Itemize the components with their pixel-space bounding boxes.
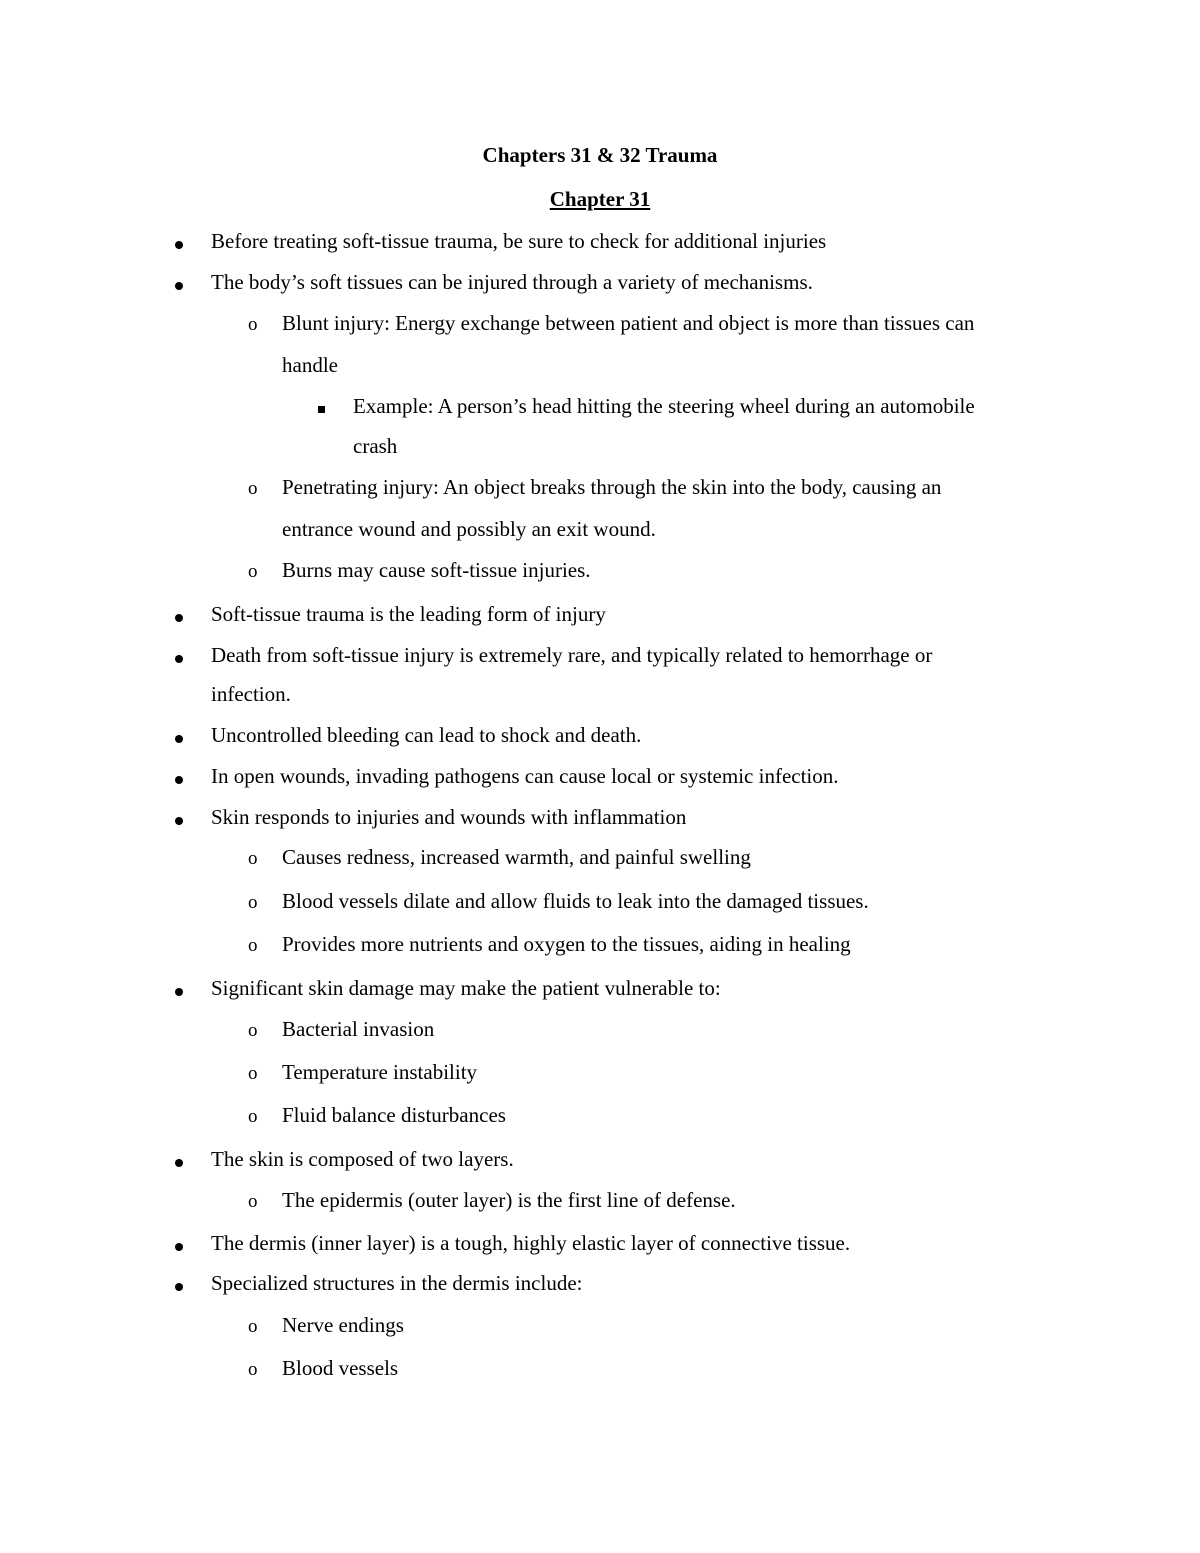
- list-item-text: Uncontrolled bleeding can lead to shock and death.: [211, 723, 642, 747]
- list-item-text: Penetrating injury: An object breaks through the skin into the body, causing an: [282, 475, 942, 499]
- bullet-circle-marker: o: [248, 1316, 258, 1337]
- list-item-continuation: entrance wound and possibly an exit wound.: [282, 517, 656, 541]
- list-item-text: Temperature instability: [282, 1060, 478, 1084]
- list-item-text: Example: A person’s head hitting the steering wheel during an automobile: [353, 394, 975, 418]
- chapter-heading: Chapter 31: [549, 187, 651, 211]
- list-item-text: Significant skin damage may make the patient vulnerable to:: [211, 976, 721, 1000]
- bullet-circle-marker: o: [248, 1063, 258, 1084]
- list-item-continuation: infection.: [211, 682, 291, 706]
- list-item-continuation: handle: [282, 353, 338, 377]
- list-item-text: Blood vessels dilate and allow fluids to leak into the damaged tissues.: [282, 889, 869, 913]
- bullet-circle-marker: o: [248, 478, 258, 499]
- list-item-text: Nerve endings: [282, 1313, 404, 1337]
- bullet-circle-marker: o: [248, 1106, 258, 1127]
- list-item-text: Blood vessels: [282, 1356, 399, 1380]
- list-item-continuation: crash: [353, 434, 398, 458]
- list-item-text: Burns may cause soft-tissue injuries.: [282, 558, 591, 582]
- bullet-dot-icon: [175, 735, 183, 743]
- list-item-text: Causes redness, increased warmth, and painful swelling: [282, 845, 751, 869]
- bullet-dot-icon: [175, 1159, 183, 1167]
- bullet-dot-icon: [175, 1243, 183, 1251]
- list-item-text: Fluid balance disturbances: [282, 1103, 506, 1127]
- list-item-text: Before treating soft-tissue trauma, be sure to check for additional injuries: [211, 229, 827, 253]
- bullet-circle-marker: o: [248, 848, 258, 869]
- bullet-dot-icon: [175, 1283, 183, 1291]
- bullet-circle-marker: o: [248, 1191, 258, 1212]
- bullet-circle-marker: o: [248, 892, 258, 913]
- list-item-text: The skin is composed of two layers.: [211, 1147, 514, 1171]
- bullet-dot-icon: [175, 776, 183, 784]
- bullet-circle-marker: o: [248, 935, 258, 956]
- bullet-circle-marker: o: [248, 1359, 258, 1380]
- list-item-text: Provides more nutrients and oxygen to the tissues, aiding in healing: [282, 932, 851, 956]
- bullet-circle-marker: o: [248, 314, 258, 335]
- list-item-text: Soft-tissue trauma is the leading form of injury: [211, 602, 606, 626]
- document-title: Chapters 31 & 32 Trauma: [482, 143, 718, 167]
- bullet-dot-icon: [175, 614, 183, 622]
- bullet-dot-icon: [175, 282, 183, 290]
- bullet-dot-icon: [175, 988, 183, 996]
- list-item-text: In open wounds, invading pathogens can cause local or systemic infection.: [211, 764, 839, 788]
- list-item-text: The epidermis (outer layer) is the first line of defense.: [282, 1188, 736, 1212]
- bullet-square-icon: [318, 406, 325, 413]
- list-item-text: The body’s soft tissues can be injured through a variety of mechanisms.: [211, 270, 813, 294]
- list-item-text: Specialized structures in the dermis include:: [211, 1271, 583, 1295]
- list-item-text: Death from soft-tissue injury is extremely rare, and typically related to hemorrhage or: [211, 643, 933, 667]
- bullet-dot-icon: [175, 817, 183, 825]
- list-item-text: Blunt injury: Energy exchange between patient and object is more than tissues can: [282, 311, 975, 335]
- bullet-circle-marker: o: [248, 561, 258, 582]
- list-item-text: Skin responds to injuries and wounds with inflammation: [211, 805, 687, 829]
- list-item-text: The dermis (inner layer) is a tough, highly elastic layer of connective tissue.: [211, 1231, 851, 1255]
- list-item-text: Bacterial invasion: [282, 1017, 435, 1041]
- bullet-dot-icon: [175, 655, 183, 663]
- bullet-circle-marker: o: [248, 1020, 258, 1041]
- bullet-dot-icon: [175, 241, 183, 249]
